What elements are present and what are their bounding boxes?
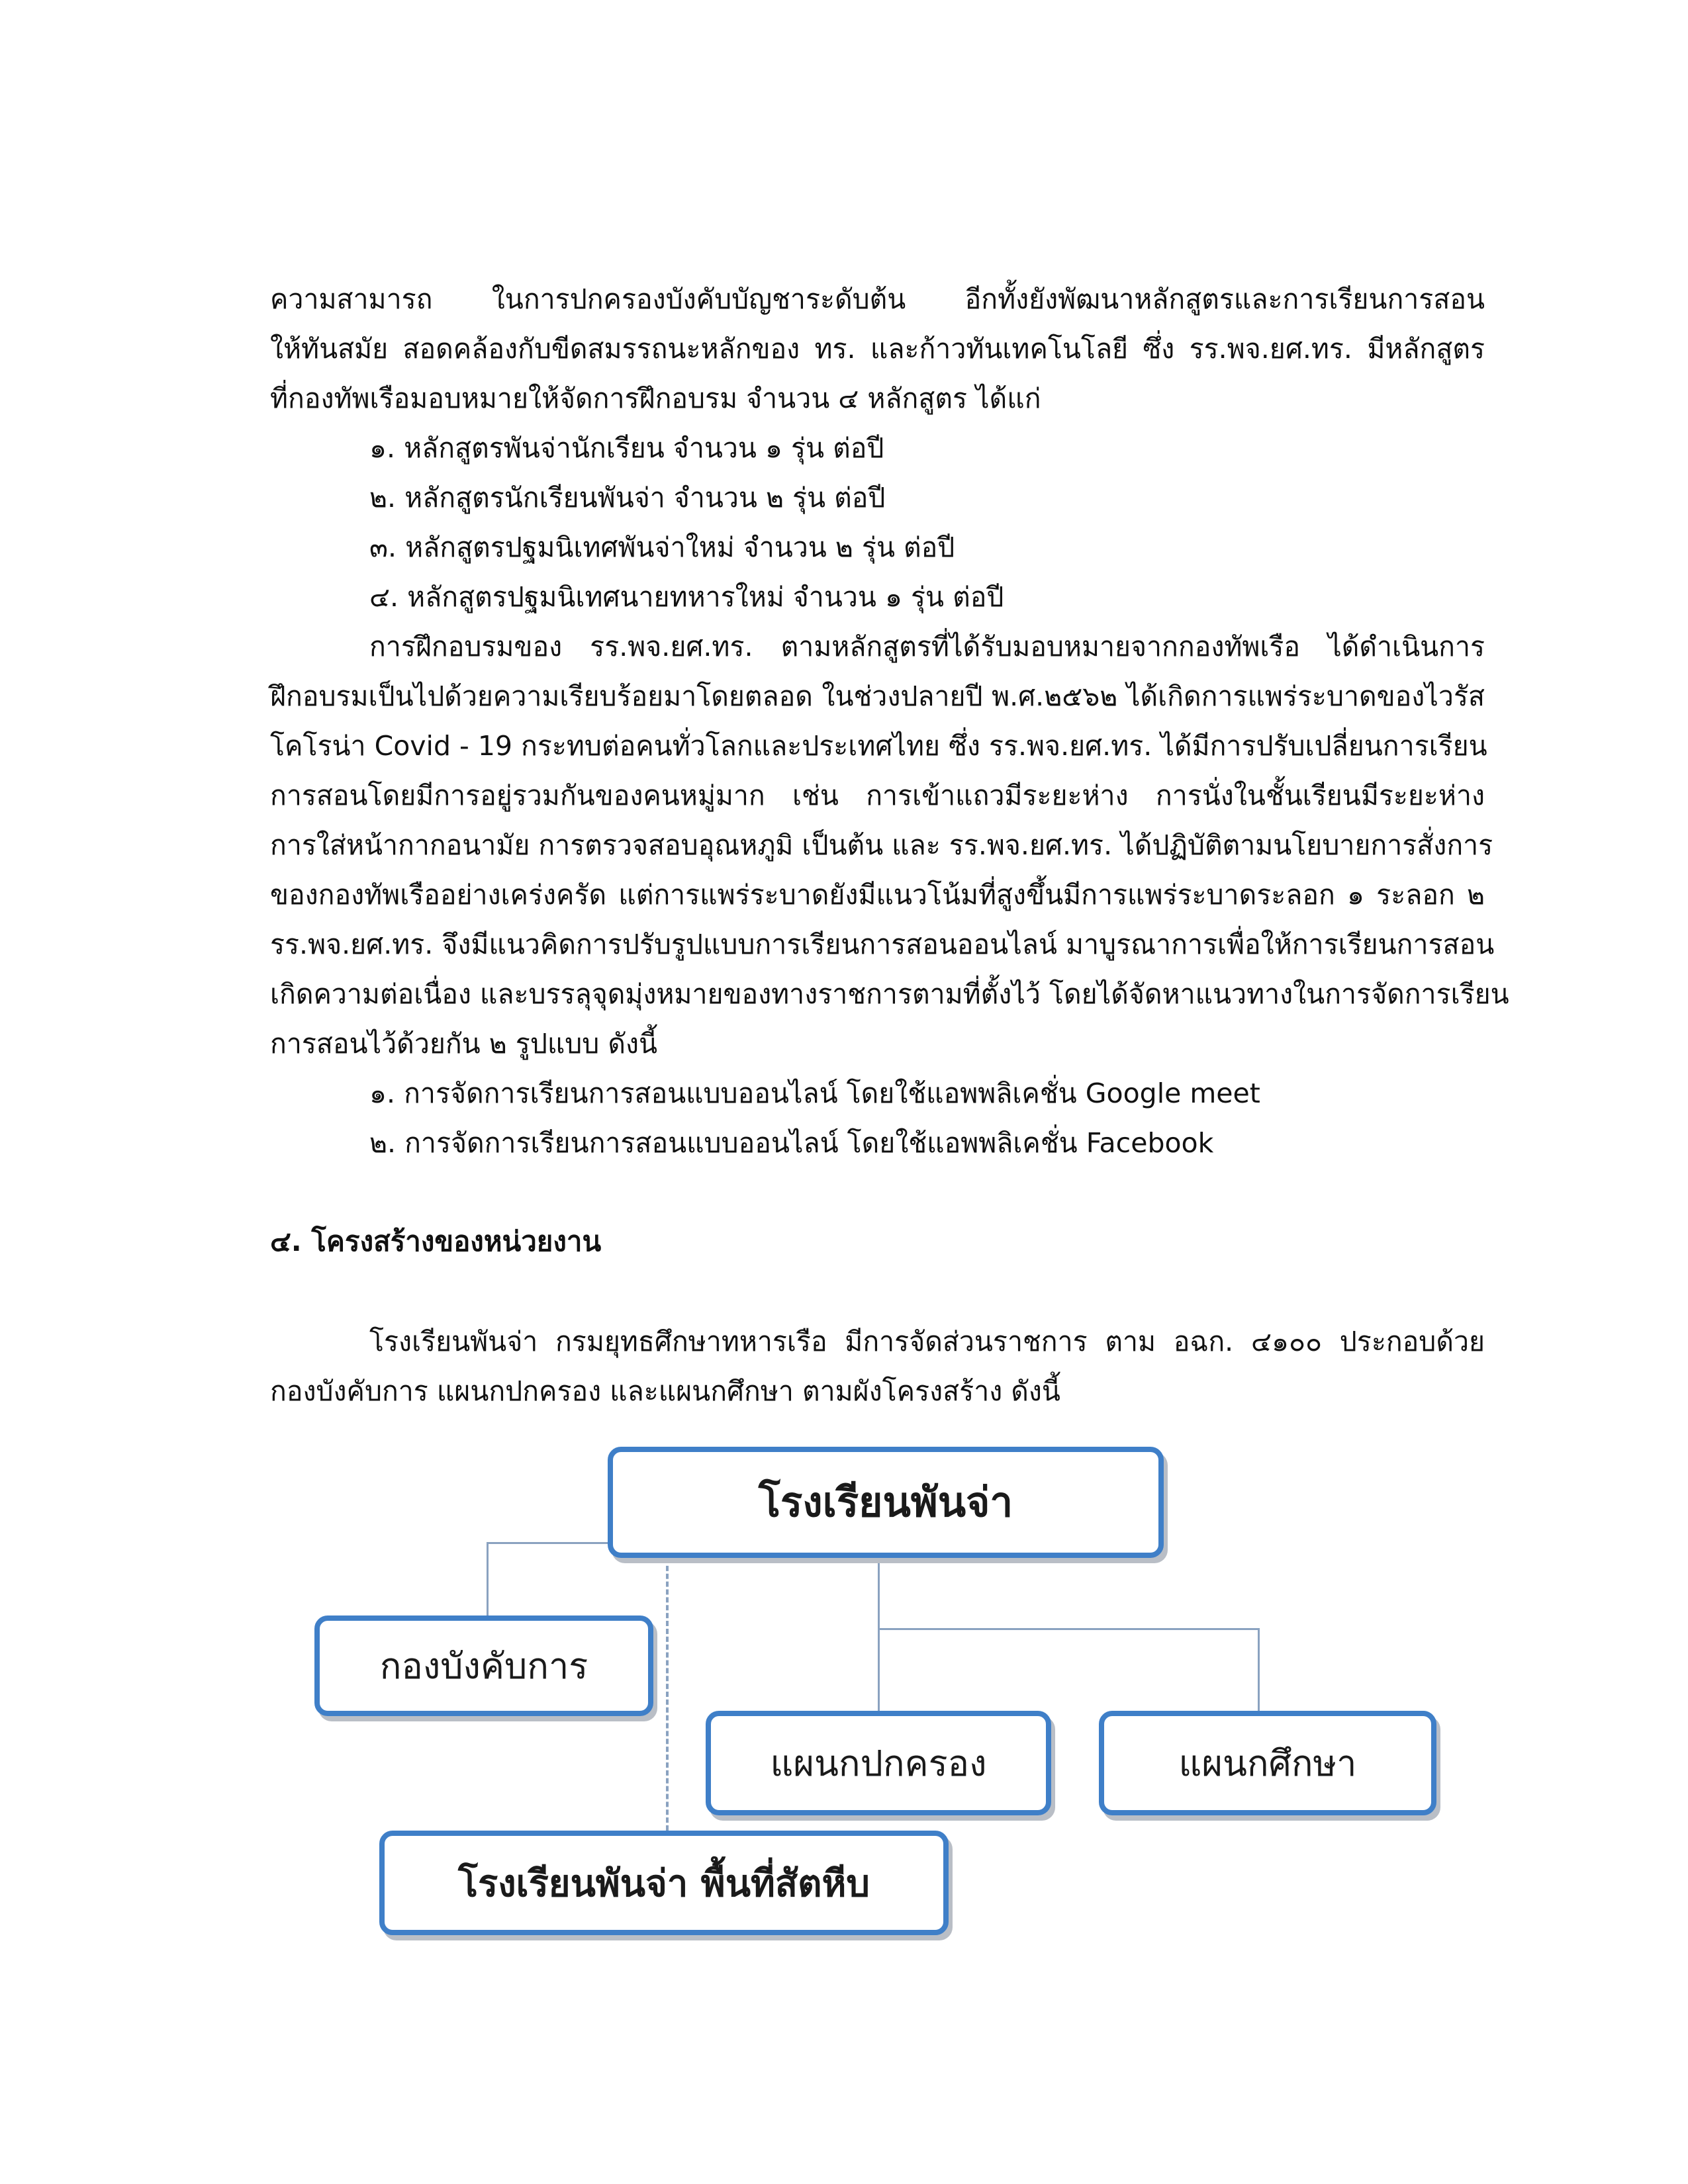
paragraph-line: เกิดความต่อเนื่อง และบรรลุจุดมุ่งหมายของทางราชการตามที่ตั้งไว้ โดยได้จัดหาแนวทางในการจัดการเรียน [270,978,1509,1010]
list-item: ๓. หลักสูตรปฐมนิเทศพันจ่าใหม่ จำนวน ๒ รุ่น ต่อปี [369,531,955,563]
paragraph-line: การฝึกอบรมของ รร.พจ.ยศ.ทร. ตามหลักสูตรที่ได้รับมอบหมายจากกองทัพเรือ ได้ดำเนินการ [369,631,1485,662]
org-box-command: กองบังคับการ [314,1615,653,1716]
section-heading: ๔. โครงสร้างของหน่วยงาน [270,1225,602,1257]
connector-line [487,1542,610,1544]
paragraph-line: โรงเรียนพันจ่า กรมยุทธศึกษาทหารเรือ มีการจัดส่วนราชการ ตาม อฉก. ๔๑๐๐ ประกอบด้วย [369,1326,1485,1357]
list-item: ๒. หลักสูตรนักเรียนพันจ่า จำนวน ๒ รุ่น ต่อปี [369,482,886,514]
connector-line [878,1628,1259,1630]
connector-line [666,1558,669,1831]
connector-line [487,1542,489,1618]
list-item: ๒. การจัดการเรียนการสอนแบบออนไลน์ โดยใช้แอพพลิเคชั่น Facebook [369,1127,1214,1159]
paragraph-line: ฝึกอบรมเป็นไปด้วยความเรียบร้อยมาโดยตลอด ในช่วงปลายปี พ.ศ.๒๕๖๒ ได้เกิดการแพร่ระบาดของไวรัส [270,680,1485,712]
paragraph-line: ให้ทันสมัย สอดคล้องกับขีดสมรรถนะหลักของ ทร. และก้าวทันเทคโนโลยี ซึ่ง รร.พจ.ยศ.ทร. มีหลักสูตร [270,333,1485,365]
paragraph-line: ความสามารถ ในการปกครองบังคับบัญชาระดับต้น อีกทั้งยังพัฒนาหลักสูตรและการเรียนการสอน [270,283,1485,315]
paragraph-line: การใส่หน้ากากอนามัย การตรวจสอบอุณหภูมิ เป็นต้น และ รร.พจ.ยศ.ทร. ได้ปฏิบัติตามนโยบายการสั่งการ [270,829,1493,861]
connector-line [878,1558,880,1711]
list-item: ๔. หลักสูตรปฐมนิเทศนายทหารใหม่ จำนวน ๑ รุ่น ต่อปี [369,581,1004,613]
connector-line [1258,1628,1260,1711]
org-box-administration: แผนกปกครอง [706,1711,1051,1815]
org-box-sattahip: โรงเรียนพันจ่า พื้นที่สัตหีบ [379,1831,949,1935]
org-box-education: แผนกศึกษา [1099,1711,1436,1815]
paragraph-line: รร.พจ.ยศ.ทร. จึงมีแนวคิดการปรับรูปแบบการเรียนการสอนออนไลน์ มาบูรณาการเพื่อให้การเรียนการสอน [270,929,1495,960]
paragraph-line: ของกองทัพเรืออย่างเคร่งครัด แต่การแพร่ระบาดยังมีแนวโน้มที่สูงขึ้นมีการแพร่ระบาดระลอก ๑ ระลอก ๒ [270,879,1485,911]
paragraph-line: โคโรน่า Covid - 19 กระทบต่อคนทั่วโลกและประเทศไทย ซึ่ง รร.พจ.ยศ.ทร. ได้มีการปรับเปลี่ยนการเรียน [270,730,1487,762]
list-item: ๑. หลักสูตรพันจ่านักเรียน จำนวน ๑ รุ่น ต่อปี [369,432,884,464]
paragraph-line: กองบังคับการ แผนกปกครอง และแผนกศึกษา ตามผังโครงสร้าง ดังนี้ [270,1375,1060,1407]
paragraph-line: การสอนไว้ด้วยกัน ๒ รูปแบบ ดังนี้ [270,1028,658,1060]
paragraph-line: การสอนโดยมีการอยู่รวมกันของคนหมู่มาก เช่น การเข้าแถวมีระยะห่าง การนั่งในชั้นเรียนมีระยะห่าง [270,780,1485,811]
list-item: ๑. การจัดการเรียนการสอนแบบออนไลน์ โดยใช้แอพพลิเคชั่น Google meet [369,1077,1260,1109]
paragraph-line: ที่กองทัพเรือมอบหมายให้จัดการฝึกอบรม จำนวน ๔ หลักสูตร ได้แก่ [270,383,1041,414]
org-box-root: โรงเรียนพันจ่า [608,1447,1164,1558]
